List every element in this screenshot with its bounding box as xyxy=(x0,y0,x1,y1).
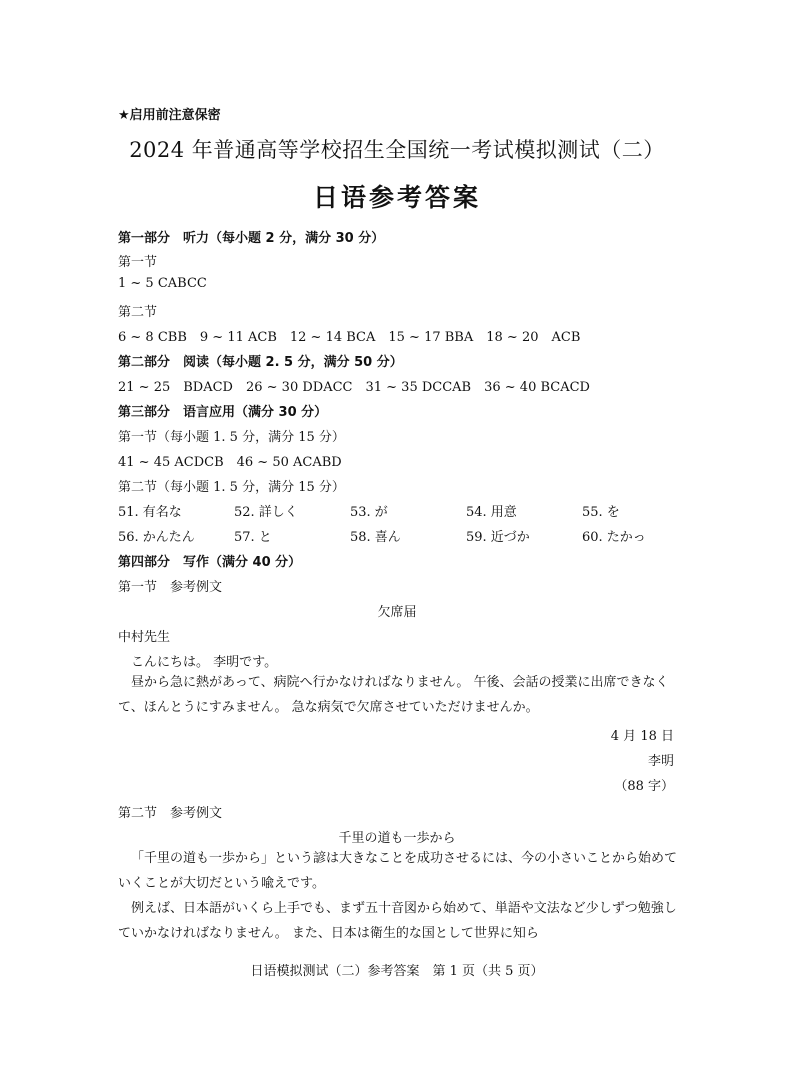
answer-item: 56. かんたん xyxy=(118,530,195,545)
part3-section1-answers: 41 ~ 45 ACDCB 46 ~ 50 ACABD xyxy=(118,455,342,470)
answer-item: 51. 有名な xyxy=(118,505,182,520)
part3-heading: 第三部分 语言应用（满分 30 分） xyxy=(118,405,328,420)
exam-title: 2024 年普通高等学校招生全国统一考试模拟测试（二） xyxy=(129,138,665,162)
part2-answers: 21 ~ 25 BDACD 26 ~ 30 DDACC 31 ~ 35 DCCAB 36 ~ 40 BCACD xyxy=(118,380,590,395)
essay2-title: 千里の道も一歩から xyxy=(338,831,456,846)
part4-section1-label: 第一节 参考例文 xyxy=(118,580,223,595)
answer-item: 55. を xyxy=(582,505,620,520)
answer-item: 52. 詳しく xyxy=(234,505,298,520)
essay1-salutation: 中村先生 xyxy=(118,630,171,645)
essay1-greeting: こんにちは。 李明です。 xyxy=(131,655,278,670)
part2-heading: 第二部分 阅读（每小题 2. 5 分，满分 50 分） xyxy=(118,355,403,370)
answer-item: 60. たかっ xyxy=(582,530,646,545)
answer-item: 59. 近づか xyxy=(466,530,530,545)
essay1-title: 欠席届 xyxy=(377,605,417,620)
answer-item: 58. 喜ん xyxy=(350,530,401,545)
part3-section2-label: 第二节（每小题 1. 5 分，满分 15 分） xyxy=(118,480,345,495)
essay2-paragraph-1: 「千里の道も一歩から」という諺は大きなことを成功させるには、今の小さいことから始めていくことが大切だという喩えです。 xyxy=(118,851,678,891)
essay2-paragraph-2: 例えば、日本語がいくら上手でも、まず五十音図から始めて、単語や文法など少しずつ勉強していかなければなりません。 また、日本は衛生的な国として世界に知ら xyxy=(118,901,677,941)
confidential-notice: ★启用前注意保密 xyxy=(118,108,221,123)
part1-section1-answers: 1 ~ 5 CABCC xyxy=(118,276,207,291)
page-footer: 日语模拟测试（二）参考答案 第 1 页（共 5 页） xyxy=(250,964,544,979)
answer-item: 57. と xyxy=(234,530,272,545)
part1-section2-answers: 6 ~ 8 CBB 9 ~ 11 ACB 12 ~ 14 BCA 15 ~ 17 BBA 18 ~ 20 ACB xyxy=(118,330,581,345)
document-title: 日语参考答案 xyxy=(312,183,481,212)
answer-item: 54. 用意 xyxy=(466,505,517,520)
part4-heading: 第四部分 写作（满分 40 分） xyxy=(118,555,302,570)
part3-answer-row-2 xyxy=(118,526,718,544)
answer-item: 53. が xyxy=(350,505,388,520)
essay1-char-count: （88 字） xyxy=(614,779,674,794)
part3-answer-row-1 xyxy=(118,501,718,519)
part3-section1-label: 第一节（每小题 1. 5 分，满分 15 分） xyxy=(118,430,345,445)
part1-section2-label: 第二节 xyxy=(118,305,158,320)
part4-section2-label: 第二节 参考例文 xyxy=(118,806,223,821)
part1-section1-label: 第一节 xyxy=(118,255,158,270)
essay1-signer: 李明 xyxy=(647,754,674,769)
essay1-body: 昼から急に熱があって、病院へ行かなければなりません。 午後、会話の授業に出席できなくて、ほんとうにすみません。 急な病気で欠席させていただけませんか。 xyxy=(118,675,669,715)
part1-heading: 第一部分 听力（每小题 2 分，满分 30 分） xyxy=(118,231,385,246)
essay1-date: 4 月 18 日 xyxy=(610,729,674,744)
